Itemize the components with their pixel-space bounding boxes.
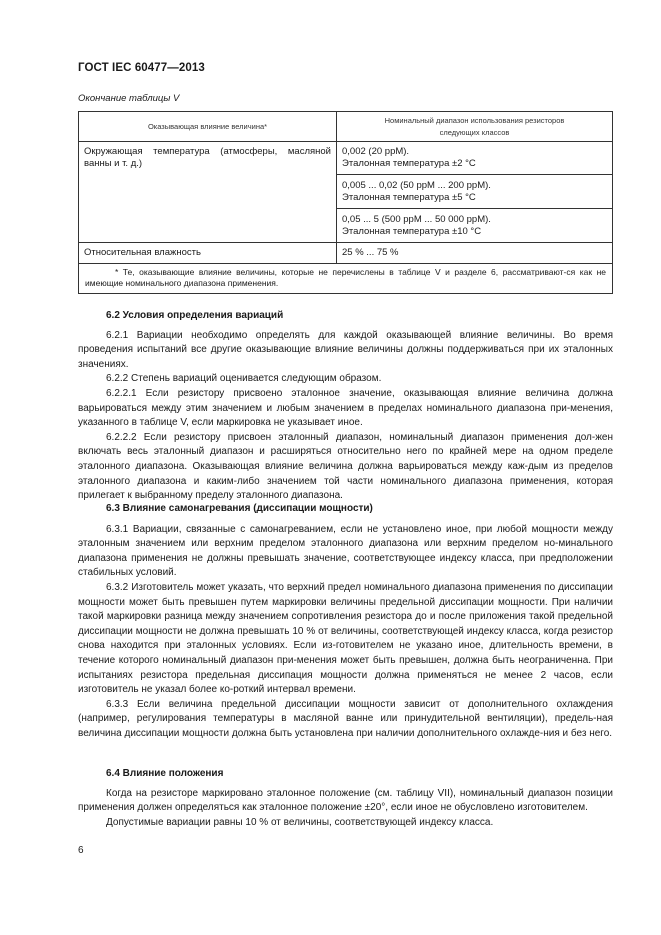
para-6-2-2: 6.2.2 Степень вариаций оценивается следующим образом. [106, 373, 382, 385]
document-header: ГОСТ IEC 60477—2013 [78, 62, 205, 74]
para-6-2-2-1: 6.2.2.1 Если резистору присвоено эталонное значение, оказывающая влияние величина должна варьироваться между этим значением и любым значением в пределах номинального диапазона при-менения, указанного в таблице V, если маркировка не указывает иное. [78, 387, 613, 429]
section-6-3-title: 6.3 Влияние самонагревания (диссипации мощности) [106, 503, 373, 514]
table-footnote: * Те, оказывающие влияние величины, которые не перечислены в таблице V и разделе 6, рассматривают-ся как не имеющие номинального диапазона применения. [79, 263, 613, 293]
temperature-range-1-ref: Эталонная температура ±2 °C [342, 157, 476, 169]
para-6-3-1: 6.3.1 Вариации, связанные с самонагреванием, если не установлено иное, при любой мощности между эталонным значением или верхним пределом эталонного диапазона или верхним пределом но-минального диапазона применения не должны превышать значение, соответствующее индексу класса, при предположении стабильных условий. [78, 523, 613, 579]
influence-table [78, 111, 613, 294]
temperature-range-3-ref: Эталонная температура ±10 °C [342, 225, 482, 237]
table-head-range-line2: следующих классов [439, 127, 510, 137]
para-6-4-2: Допустимые вариации равны 10 % от величины, соответствующей индексу класса. [106, 816, 494, 828]
humidity-value: 25 % ... 75 % [337, 243, 613, 264]
temperature-range-2-value: 0,005 ... 0,02 (50 ppM ... 200 ppM). [342, 180, 491, 191]
temperature-range-2 [337, 175, 613, 209]
section-6-4-title: 6.4 Влияние положения [106, 768, 224, 779]
table-head-quantity: Оказывающая влияние величина* [79, 112, 337, 142]
page-number: 6 [78, 845, 84, 856]
temperature-range-1-value: 0,002 (20 ppM). [342, 146, 410, 157]
section-6-4 [78, 767, 613, 830]
temperature-range-2-ref: Эталонная температура ±5 °C [342, 191, 476, 203]
para-6-4-1: Когда на резисторе маркировано эталонное положение (см. таблицу VII), номинальный диапазон позиции применения должен определяться как эталонное положение ±20°, если иное не обусловлено изготовителем. [78, 787, 613, 814]
section-6-2-title: 6.2 Условия определения вариаций [106, 310, 284, 321]
table-caption: Окончание таблицы V [78, 93, 180, 104]
table-head-range-line1: Номинальный диапазон использования резисторов [384, 116, 565, 125]
temperature-range-3 [337, 209, 613, 243]
section-6-2 [78, 309, 613, 504]
humidity-label: Относительная влажность [79, 243, 337, 264]
para-6-2-2-2: 6.2.2.2 Если резистору присвоен эталонный диапазон, номинальный диапазон применения дол-жен включать весь эталонный диапазон и расширяться относительно него по крайней мере на одном пределе эталонного диапазона. Оказывающая влияние величина должна варьироваться между каж-дым из пределов эталонного диапазона и каким-либо значением той части номинального диапазона применения, которая прилегает к выбранному пределу эталонного диапазона. [78, 431, 613, 502]
para-6-2-1: 6.2.1 Вариации необходимо определять для каждой оказывающей влияние величины. Во время проведения испытаний все другие оказывающие влияние величины должны поддерживаться при их эталонных значениях. [78, 329, 613, 370]
temperature-range-3-value: 0,05 ... 5 (500 ppM ... 50 000 ppM). [342, 214, 491, 225]
section-6-3 [78, 502, 613, 742]
para-6-3-2: 6.3.2 Изготовитель может указать, что верхний предел номинального диапазона применения по диссипации мощности может быть превышен путем маркировки величины предельной диссипации мощности. При наличии такой маркировки разница между значением сопротивления резистора до и после приложения такой предельной диссипации мощности не должна превышать 10 % от величины, соответствующей индексу класса, когда резистор снова находится при эталонных условиях. Если из-готовителем не указано иное, длительность времени, в течение которого номинальный диапазон при-менения может быть превышен, должна быть неограниченна. При испытаниях резистора предельная диссипация мощности должна применяться не менее 2 часов, если изготовитель не указал более ко-роткий интервал времени. [78, 581, 613, 696]
para-6-3-3: 6.3.3 Если величина предельной диссипации мощности зависит от дополнительного охлаждения (например, регулирования температуры в масляной ванне или принудительной вентиляции), предель-ная величина диссипации мощности должна быть установлена при наличии дополнительного охлажде-ния и без него. [78, 698, 613, 739]
table-head-range [337, 112, 613, 142]
temperature-label: Окружающая температура (атмосферы, масляной ванны и т. д.) [79, 142, 337, 243]
temperature-range-1 [337, 142, 613, 175]
